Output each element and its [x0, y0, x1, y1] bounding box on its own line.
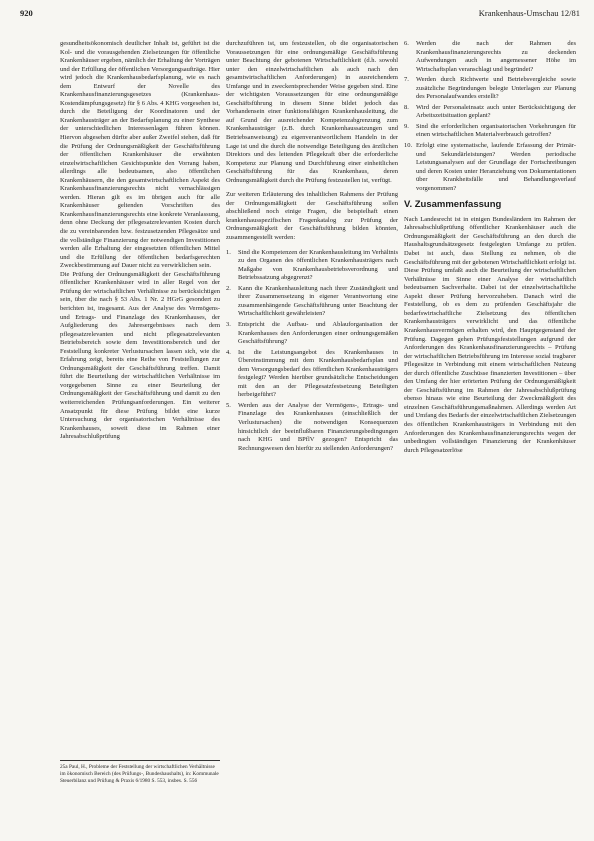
list-item — [226, 349, 398, 400]
list-text: Werden aus der Analyse der Vermögens-, Ertrags- und Finanzlage des Krankenhauses (einschließlich der Verlustursachen) die notwendigen Konsequenzen hinsichtlich der beeinflußbaren Finanzierungsbedingungen nach KHG und BPflV gezogen? Entspricht das Rechnungswesen den hierfür zu stellenden Anforderungen? — [238, 401, 398, 452]
list-text: Erfolgt eine systematische, laufende Erfassung der Primär- und Sekundärleistungen? Werden periodische Leistungsanalysen auf der Grundlage der Fortschreibungen und deren Kosten unter Heranziehung von Dokumentationen über Krankheitsfälle und Behandlungsverlauf vorgenommen? — [416, 142, 576, 192]
list-number: 10. — [404, 142, 413, 150]
list-item — [404, 123, 576, 140]
page-number: 920 — [20, 8, 33, 18]
list-number: 6. — [404, 40, 409, 47]
list-number: 9. — [404, 122, 409, 130]
list-item — [404, 76, 576, 102]
section-heading: V. Zusammenfassung — [404, 199, 502, 211]
column-left — [60, 40, 220, 442]
paragraph: Zur weiteren Erläuterung des inhaltlichen Rahmens der Prüfung der Ordnungsmäßigkeit der Geschäftsführung sollen abschließend noch einige Fragen, die beispielhaft einen krankenhausspezifischen Fragenkatalog zur Prüfung der Ordnungsmäßigkeit der Geschäftsführung bilden könnten, zusammengestellt werden: — [226, 191, 398, 242]
list-text: Ist die Leistungsangebot des Krankenhauses in Übereinstimmung mit dem Krankenhausbedarfsplan und dem Versorgungsbedarf des öffentlichen Krankenhausträgers festgelegt? Werden hierüber grundsätzliche Entscheidungen mit den an der Pflegesatzfestsetzung Beteiligten herbeigeführt? — [238, 348, 398, 399]
list-item — [404, 40, 576, 74]
page-header — [20, 8, 580, 22]
paragraph: Nach Landesrecht ist in einigen Bundesländern im Rahmen der Jahresabschlußprüfung öffentlicher Krankenhäuser auch die Ordnungsmäßigkeit der Geschäftsführung an den durch die Haushaltsgrundsätzegesetz festgelegten Umfange zu prüfen. Dabei ist auch, dass Stellung zu nehmen, ob die Geschäftsführung mit der gebotenen Wirtschaftlichkeit erfolgt ist. Diese Prüfung umfaßt auch die Beurteilung der wirtschaftlichen Verhältnisse im Sinne einer Analyse der wirtschaftlich bedeutsamen Sachverhalte. Dabei ist der einzelwirtschaftliche Aspekt dieser Prüfung hervorzuheben. Danach wird die Feststellung, ob es dem zu prüfenden Geschäftsjahr die bedarfswirtschaftliche Zielsetzung des öffentlichen Krankenhausträgers verwirklicht und das öffentliche Krankenhausvermögen erhalten wird, den Hauptgegenstand der Prüfung. Dagegen gehen Prüfungsfeststellungen aufgrund der Anforderungen des Krankenhausfinanzierungsrechts – Prüfung der wirtschaftlichen Betriebsführung im Interesse sozial tragbarer Pflegesätze in Verbindung mit einem wirtschaftlichen Nutzung der durch öffentliche Zuschüsse finanzierten Investitionen – über den Umfang der hier erörterten Prüfung der Ordnungsmäßigkeit der Geschäftsführung im Rahmen der Jahresabschlußprüfung ebenso hinaus wie eine Beurteilung der Zweckmäßigkeit des einzelnen Geschäftsführungsmaßnahmen. Allerdings werden Art und Umfang des Bedarfs der einzelwirtschaftlichen Zielsetzungen des öffentlichen Krankenhausträgers in Verbindung mit den Anforderungen des Krankenhausfinanzierungsrechts wegen der unbedingten vollständigen Finanzierung der Krankenhäuser durch Pflegesatzerlöse — [404, 215, 576, 454]
list-item — [404, 104, 576, 121]
question-list — [404, 40, 576, 193]
list-text: Sind die erforderlichen organisatorischen Vorkehrungen für einen wirtschaftlichen Materialverbrauch getroffen? — [416, 122, 576, 139]
list-text: Sind die Kompetenzen der Krankenhausleitung im Verhältnis zu den Organen des öffentlichen Krankenhausträgers nach Maßgabe von Krankenhausbetriebsverordnung und Betriebssatzung abgegrenzt? — [238, 248, 398, 282]
column-middle — [226, 40, 398, 455]
list-number: 4. — [226, 348, 231, 356]
list-text: Werden die nach der Rahmen des Krankenhausfinanzierungsrechts zu deckenden Aufwendungen auch in angemessener Höhe im Wirtschaftsplan veranschlagt und begründet? — [416, 40, 576, 73]
list-number: 1. — [226, 248, 231, 256]
paragraph: Die Prüfung der Ordnungsmäßigkeit der Geschäftsführung öffentlicher Krankenhäuser wird in aller Regel von der Prüfung der wirtschaftlichen Verhältnisse zu berücksichtigen sein, über die nach § 53 Abs. 1 Nr. 2 HGrG gesondert zu berichten ist, insgesamt. Aus der Analyse des Vermögens- und Ertrags- und Finanzlage des Krankenhauses, der Aufgliederung des Jahresergebnisses nach dem pflegesatzrelevanten und nicht pflegesatzrelevanten Betriebsbereich sowie dem Investitionsbereich und der Feststellung konkreter Verlustursachen lassen sich, wie die Erfahrung zeigt, bereits eine Reihe von Feststellungen zur Ordnungsmäßigkeit der Geschäftsführung treffen. Damit führt die Beurteilung der wirtschaftlichen Verhältnisse im vorgegebenen Sinne zu einer Beurteilung der Ordnungsmäßigkeit der Geschäftsführung und damit zu den weiterreichenden Prüfungsanforderungen. Ein weiterer Ansatzpunkt für diese Prüfung bildet eine kurze Untersuchung der organisatorischen Verhältnisse des Krankenhauses, soweit diese im Rahmen einer Jahresabschlußprüfung — [60, 270, 220, 441]
list-item — [226, 285, 398, 319]
list-text: Wird der Personaleinsatz auch unter Berücksichtigung der Arbeitszeitsituation geplant? — [416, 103, 576, 120]
list-number: 5. — [226, 401, 231, 409]
list-text: Werden durch Richtwerte und Betriebsvergleiche sowie zusätzliche Begründungen belegte Unterlagen zur Planung des Personalaufwandes erstellt? — [416, 76, 576, 101]
list-item — [226, 402, 398, 453]
list-item — [404, 142, 576, 193]
paragraph: gesundheitsökonomisch deutlicher Inhalt ist, geführt ist die Kol- und die vorausgehenden Zielsetzungen für öffentliche Krankenhäuser ergeben, nämlich der Erhaltung der Vorträgen und der Erfüllung der öffentlichen Versorgungsaufträge. Hier wird jedoch die Krankenhausbedarfsplanung, wie es nach dem Entwurf der Novelle des Krankenhausfinanzierungsgesetzes (Krankenhaus-Kostendämpfungsgesetz) für § 6 Abs. 4 KHG vorgesehen ist, durch die Beteiligung der Koordinatoren und der Krankenhausträger an der Bedarfsplanung zu einer Synthese der unterschiedlichen Interessenlagen führen können. Hiervon abgesehen dürfte aber außer Zweifel stehen, daß für die Prüfung der Ordnungsmäßigkeit der Geschäftsführung der öffentlichen Krankenhäuser die erwähnten einzelwirtschaftlichen Gesichtspunkte den Vorrang haben, allerdings alle bedeutsamen, also öffentlichen Krankenhäusern, die den gesamtwirtschaftlichen Aspekt des Krankenhausfinanzierungsrechts nicht vernachlässigen werden. Hieran gilt es im übrigen auch für alle Krankenhäuser geltenden Vorschriften des Krankenhausfinanzierungsrechts eine konkrete Veranlassung, denn ohne Deckung der pflegesatzrelevanten Kosten durch die zu vereinbarenden bzw. festzusetzenden Pflegesätze und die vollständige Finanzierung der notwendigen Investitionen werden alle Erhaltung der eingesetzten öffentlichen Mittel und die Erfüllung der öffentlichen bedarfsgerechten Zweckbestimmung auf Dauer nicht zu verwirklichen sein. — [60, 40, 220, 270]
question-list — [226, 249, 398, 454]
list-number: 7. — [404, 76, 409, 84]
list-item — [226, 321, 398, 347]
list-number: 3. — [226, 320, 231, 328]
list-text: Kann die Krankenhausleitung nach ihrer Zuständigkeit und ihrer Zusammensetzung in eigener Verantwortung eine zusammenhängende Geschäftsführung unter Beachtung der Wirtschaftlichkeit gewährleisten? — [238, 284, 398, 318]
list-item — [226, 249, 398, 283]
journal-title: Krankenhaus-Umschau 12/81 — [478, 8, 580, 18]
paragraph: durchzuführen ist, um festzustellen, ob die organisatorischen Voraussetzungen für eine ordnungsmäßige Geschäftsführung unter Beachtung der gebotenen Wirtschaftlichkeit (d.h. sowohl unter den einzelwirtschaftlichen als auch nach den gesamtwirtschaftlichen Anforderungen) in ausreichendem Umfange und in zweckentsprechender Weise gegeben sind. Eine der wichtigsten Voraussetzungen für eine ordnungsmäßige Geschäftsführung in diesem Sinne bildet jedoch das Vorhandensein einer funktionsfähigen Krankenhausleitung, die auf Grund der ausreichender Kompetenzabgrenzung zum Krankenhausträger (z.B. durch Krankenhaussatzungen und Betriebsanweisung) zu eigenverantwortlichem Handeln in der Lage ist und die durch die notwendige Beteiligung des ärztlichen Direktors und des leitenden Pflegekraft über die erforderliche Kompetenz zur Planung und Durchführung einer einheitlichen Geschäftsführung für das Krankenhaus, deren Ordnungsmäßigkeit durch die Prüfung festzustellen ist, verfügt. — [226, 40, 398, 184]
column-right — [404, 40, 576, 455]
list-number: 2. — [226, 284, 231, 292]
list-number: 8. — [404, 103, 409, 111]
list-text: Entspricht die Aufbau- und Ablauforganisation der Krankenhauses den Anforderungen einer ordnungsgemäßen Geschäftsführung? — [238, 320, 398, 346]
footnote: 25a Paul, H., Probleme der Feststellung der wirtschaftlichen Verhältnisse im ökonomisch Bereich (des Prüfungs-, Bundeshaushalts), in: Kommunale Steuerbilanz und Prüfung & Praxis 6/1980 S. 553, insbes. S. 556 — [60, 760, 220, 785]
